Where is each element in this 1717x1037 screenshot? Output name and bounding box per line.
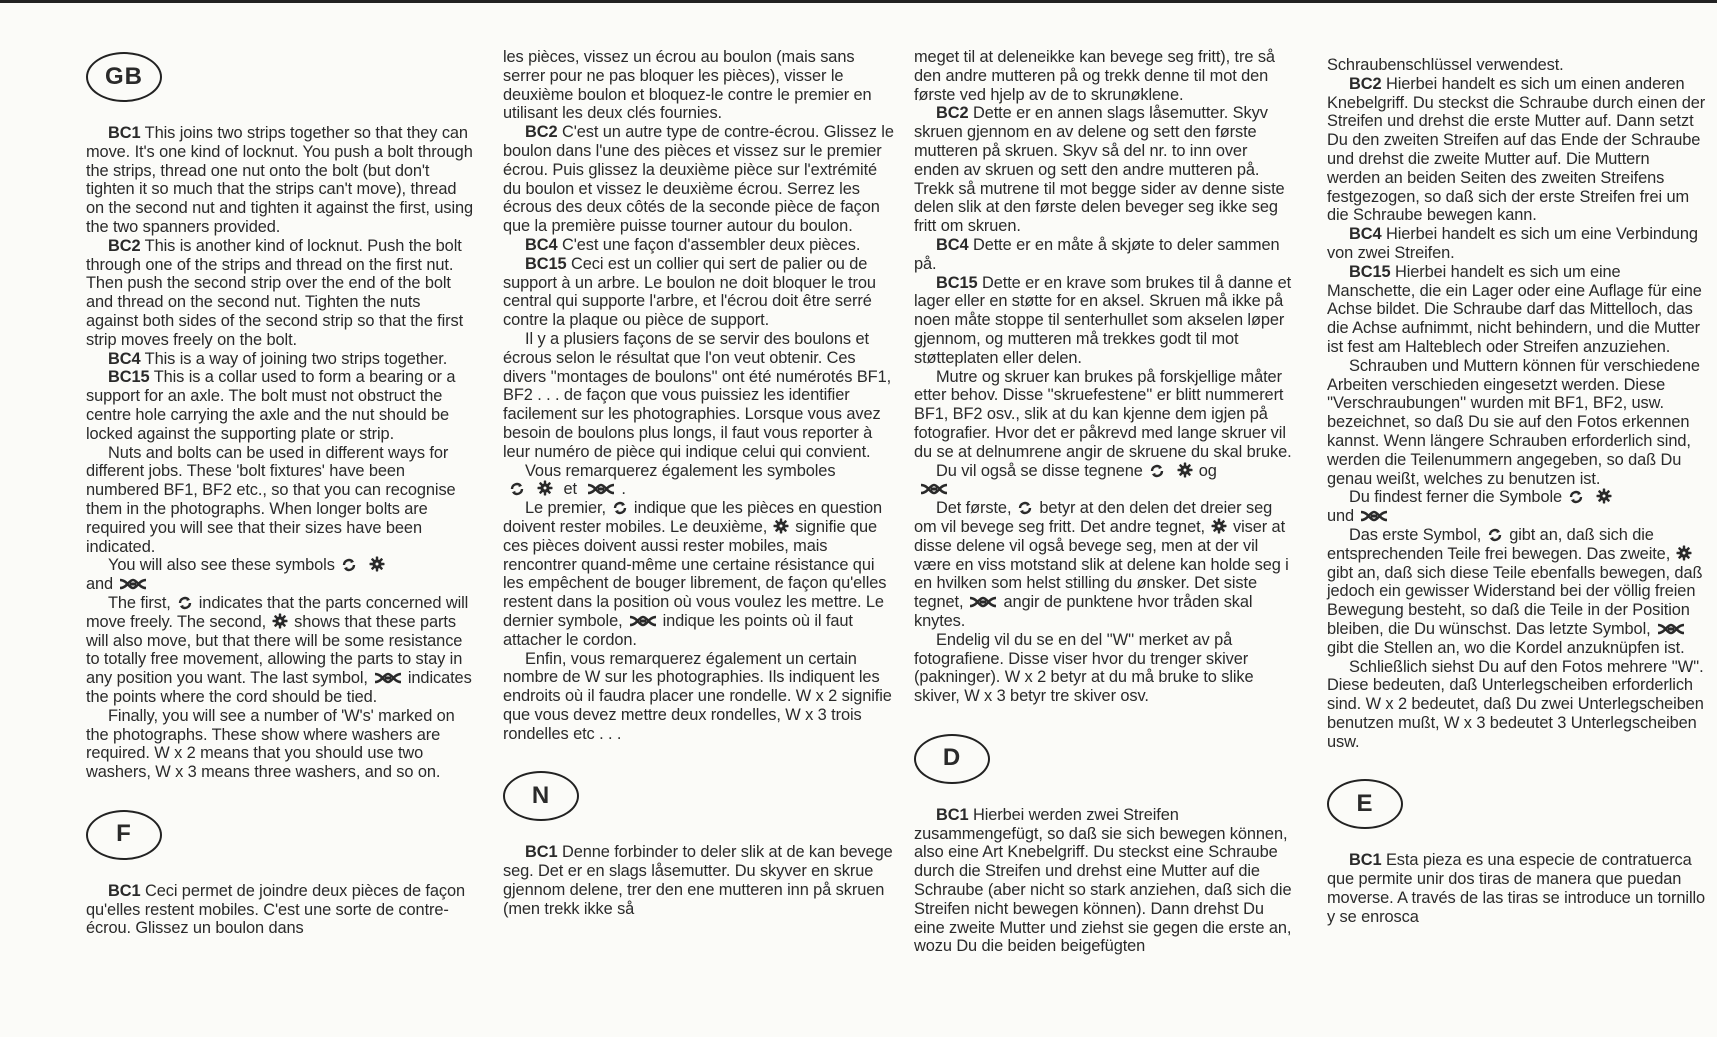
paragraph-text: und <box>1327 507 1355 526</box>
paragraph-text: shows that these parts will also move, but that there will be some resistance to totally free movement, allowing the parts to stay in any position you want. The last symbol, <box>86 612 463 688</box>
bolt-code: BC2 <box>108 236 141 255</box>
paragraph-bolt-fixtures: Schrauben und Muttern können für verschiedene Arbeiten verschieden eingesetzt werden. Diese ''Verschraubungen'' wurden mit BF1, BF2, usw. bezeichnet, so daß Du sie auf den Fotos erkennen kannst. Wenn längere Schrauben erforderlich sind, werden die Teilenummern angegeben, so daß Du genau weißt, welches zu benutzen ist. <box>1327 356 1700 488</box>
paragraph-bc2 <box>503 123 895 236</box>
paragraph-text: viser at disse delene vil også bevege seg, men at der vil være en viss motstand slik at delene kan holde seg i en hvilken som helst stilling du ønsker. Det siste tegnet, <box>914 517 1289 612</box>
paragraph-text: et <box>563 480 577 499</box>
paragraph-bc4 <box>1327 225 1707 263</box>
paragraph-symbols: Vous remarquerez également les symboles et . <box>503 462 895 500</box>
paragraph-bc15 <box>503 255 895 330</box>
paragraph-bc1 <box>86 882 476 938</box>
paragraph-text: gibt an, daß sich diese Teile ebenfalls bewegen, daß jedoch ein gewisser Widerstand bei der völlig freien Bewegung besteht, so daß die Teile in der Position bleiben, die Du wünschst. Das letzte Symbol, <box>1327 563 1703 638</box>
bolt-code: BC15 <box>108 368 150 387</box>
knot-icon <box>587 482 615 496</box>
gear-icon <box>1177 462 1193 478</box>
bolt-code: BC4 <box>108 349 141 368</box>
paragraph-bc15 <box>1327 263 1707 357</box>
knot-icon <box>374 671 402 685</box>
bolt-code: BC1 <box>108 881 141 900</box>
paragraph-bc1-continued: Schraubenschlüssel verwendest. <box>1327 56 1564 74</box>
bolt-code: BC4 <box>1349 225 1382 244</box>
bolt-code: BC4 <box>936 235 969 254</box>
paragraph-text: Le premier, <box>525 499 606 518</box>
paragraph-bc1 <box>1327 851 1707 926</box>
paragraph-text: Hierbei werden zwei Streifen zusammengefügt, so daß sie sich bewegen können, also eine Art Knebelgriff. Du steckst eine Schraube durch die Streifen und drehst eine Mutter auf die Schraube (aber nicht so stark anziehen, daß sich die Streifen nicht bewegen können). Dann drehst Du eine zweite Mutter und ziehst sie gegen die erste an, wozu Du die beiden beigefügten <box>914 805 1292 956</box>
bolt-code: BC15 <box>525 254 567 273</box>
bolt-code: BC4 <box>525 235 558 254</box>
paragraph-bc1-continued: les pièces, vissez un écrou au boulon (mais sans serrer pour ne pas bloquer les pièces), visser le deuxième boulon et bloquez-le contre le premier en utilisant les deux clés fournies. <box>503 48 872 123</box>
paragraph-text: Hierbei handelt es sich um eine Verbindung von zwei Streifen. <box>1327 225 1698 262</box>
paragraph-bc1 <box>914 806 1294 956</box>
rotate-arrows-icon <box>1149 464 1165 478</box>
paragraph-text: betyr at den delen det dreier seg om vil bevege seg fritt. Det andre tegnet, <box>914 499 1273 536</box>
paragraph-text: This is a collar used to form a bearing or a support for an axle. The bolt must not obstruct the centre hole carrying the axle and the nut should be locked against the supporting plate or strip. <box>86 368 456 443</box>
paragraph-text: Vous remarquerez également les symboles <box>525 461 836 480</box>
paragraph-washers: Finally, you will see a number of 'W's' marked on the photographs. These show where washers are required. W x 2 means that you should use two washers, W x 3 means three washers, and so on. <box>86 706 455 782</box>
rotate-arrows-icon <box>612 501 628 515</box>
section-n-continued <box>914 48 1294 706</box>
rotate-arrows-icon <box>1017 501 1033 515</box>
column-2 <box>503 48 895 947</box>
rotate-arrows-icon <box>1568 490 1584 504</box>
rotate-arrows-icon <box>341 558 357 572</box>
paragraph-text: Ceci est un collier qui sert de palier ou de support à un arbre. Le boulon ne doit bloquer le trou central qui supporte l'arbre, et l'écrou doit être serré contre la plaque ou pièce de support. <box>503 254 876 330</box>
paragraph-text: Dette er en måte å skjøte to deler sammen på. <box>914 235 1280 273</box>
gear-icon <box>369 556 385 572</box>
paragraph-bc1-continued: meget til at deleneikke kan bevege seg fritt), tre så den andre mutteren på og trekk denne til mot den første ved hjelp av de to skrunøklene. <box>914 48 1275 104</box>
column-4 <box>1327 56 1707 955</box>
paragraph-text: gibt die Stellen an, wo die Kordel anzuknüpfen ist. <box>1327 638 1685 657</box>
bolt-code: BC2 <box>936 104 969 123</box>
knot-icon <box>629 614 657 628</box>
paragraph-text: Du vil også se disse tegnene <box>936 461 1143 480</box>
section-d <box>914 734 1294 956</box>
gear-icon <box>1676 545 1692 561</box>
knot-icon <box>119 577 147 591</box>
paragraph-symbols <box>914 462 1294 500</box>
section-n <box>503 771 895 918</box>
paragraph-bc2 <box>914 104 1294 236</box>
paragraph-text: gibt an, daß sich die entsprechenden Teile frei bewegen. Das zweite, <box>1327 525 1671 563</box>
gear-icon <box>1596 488 1612 504</box>
paragraph-bolt-fixtures: Nuts and bolts can be used in different ways for different jobs. These 'bolt fixtures' have been numbered BF1, BF2 etc., so that you can recognise them in the photographs. When longer bolts are required you will see that their sizes have been indicated. <box>86 443 456 556</box>
knot-icon <box>1360 509 1388 523</box>
paragraph-text: Das erste Symbol, <box>1349 525 1482 544</box>
paragraph-text: and <box>86 575 114 594</box>
paragraph-text: This joins two strips together so that they can move. It's one kind of locknut. You push a bolt through the strips, thread one nut onto the bolt (but don't tighten it so much that the strips can't move), thread on the second nut and tighten it against the first, using the two spanners provided. <box>86 124 474 236</box>
paragraph-text: Hierbei handelt es sich um eine Manschette, die ein Lager oder eine Auflage für eine Achse bildet. Die Schraube darf das Mittelloch, das die Achse aufnimmt, nicht behindern, und die Mutter ist fest am Halteblech oder Streifen anzuziehen. <box>1327 262 1702 356</box>
rotate-arrows-icon <box>177 596 193 610</box>
paragraph-text: The first, <box>108 593 171 612</box>
section-f <box>86 810 476 938</box>
paragraph-symbol-meaning <box>86 594 476 707</box>
column-1 <box>86 52 476 966</box>
paragraph-bc4 <box>914 236 1294 274</box>
paragraph-text: indique que les pièces en question doivent rester mobiles. Le deuxième, <box>503 499 883 536</box>
section-e <box>1327 779 1707 926</box>
language-badge-e: E <box>1327 779 1403 829</box>
bolt-code: BC2 <box>1349 74 1382 93</box>
language-badge-f: F <box>86 810 162 860</box>
language-badge-n: N <box>503 771 579 821</box>
paragraph-text: C'est une façon d'assembler deux pièces. <box>561 235 861 254</box>
knot-icon <box>969 595 997 609</box>
bolt-code: BC1 <box>525 843 558 862</box>
paragraph-text: signifie que ces pièces doivent aussi rester mobiles, mais rencontrer quand-même une certaine résistance qui les empêchent de bouger librement, de façon qu'elles restent dans la position où vous voulez les mettre. Le dernier symbole, <box>503 517 887 630</box>
paragraph-text: You will also see these symbols <box>108 556 335 575</box>
paragraph-symbol-meaning <box>914 499 1294 631</box>
bolt-code: BC2 <box>525 123 558 142</box>
section-gb <box>86 52 476 782</box>
paragraph-text: Dette er en krave som brukes til å danne et lager eller en støtte for en aksel. Skruen må ikke på noen måte stoppe til senterhullet som akselen løper gjennom, og mutteren må trekkes godt til mot støtteplaten eller delen. <box>914 273 1292 367</box>
paragraph-bc1 <box>503 843 895 918</box>
language-badge-d: D <box>914 734 990 784</box>
paragraph-bc4 <box>503 236 895 255</box>
bolt-code: BC1 <box>108 124 141 142</box>
paragraph-bc2 <box>86 237 476 350</box>
paragraph-bc1 <box>86 124 476 237</box>
knot-icon <box>920 482 948 496</box>
gear-icon <box>773 518 789 534</box>
gear-icon <box>272 613 288 629</box>
paragraph-symbols <box>1327 488 1707 526</box>
paragraph-text: Ceci permet de joindre deux pièces de façon qu'elles restent mobiles. C'est une sorte de contre-écrou. Glissez un boulon dans <box>86 881 466 938</box>
paragraph-bolt-fixtures: Mutre og skruer kan brukes på forskjellige måter etter behov. Disse ''skruefestene'' er blitt nummerert BF1, BF2 osv., slik at du kan kjenne dem igjen på fotografier. Hvor det er påkrevd med lange skruer vil du se at delnumrene angir de skruene du skal bruke. <box>914 367 1292 461</box>
paragraph-text: Hierbei handelt es sich um einen anderen Knebelgriff. Du steckst die Schraube durch einen der Streifen und drehst die erste Mutter auf. Dann setzt Du den zweiten Streifen auf das Ende der Schraube und drehst die zweite Mutter auf. Die Muttern werden an beiden Seiten des zweiten Streifens festgezogen, so daß sich der erste Streifen frei um die Schraube bewegen kann. <box>1327 74 1706 225</box>
knot-icon <box>1657 622 1685 636</box>
paragraph-text: indicates that the parts concerned will move freely. The second, <box>86 593 469 631</box>
column-3 <box>914 48 1294 984</box>
gear-icon <box>537 480 553 496</box>
paragraph-washers: Schließlich siehst Du auf den Fotos mehrere ''W''. Diese bedeuten, daß Unterlegscheiben erforderlich sind. W x 2 bedeutet, daß Du zwei Unterlegscheiben benutzen mußt, W x 3 bedeutet 3 Unterlegscheiben usw. <box>1327 657 1704 751</box>
paragraph-text: Det første, <box>936 499 1012 518</box>
paragraph-bc2 <box>1327 75 1707 225</box>
paragraph-text: This is a way of joining two strips together. <box>144 349 448 368</box>
paragraph-bc15 <box>86 368 476 443</box>
paragraph-bolt-fixtures: Il y a plusiers façons de se servir des boulons et écrous selon le résultat que l'on veut obtenir. Ces divers ''montages de boulons'' ont été numérotés BF1, BF2 . . . de façon que vous puissiez les identifier facilement sur les photographies. Lorsque vous avez besoin de boulons plus longs, il faut vous reporter à leur numéro de pièce qui indique celui qui convient. <box>503 329 892 461</box>
language-badge-gb: GB <box>86 52 162 102</box>
rotate-arrows-icon <box>509 482 525 496</box>
bolt-code: BC15 <box>1349 262 1391 281</box>
top-border <box>0 0 1717 3</box>
paragraph-symbols <box>86 556 476 594</box>
paragraph-text: This is another kind of locknut. Push the bolt through one of the strips and thread on the first nut. Then push the second strip over the end of the bolt and thread on the second nut. Tighten the nuts against both sides of the second strip so that the first strip moves freely on the bolt. <box>86 236 464 349</box>
paragraph-text: C'est un autre type de contre-écrou. Glissez le boulon dans l'une des pièces et vissez sur le premier écrou. Puis glissez la deuxième pièce sur l'extrémité du boulon et vissez le deuxième écrou. Serrez les écrous des deux côtés de la seconde pièce de façon que la première puisse tourner autour du boulon. <box>503 123 894 236</box>
paragraph-symbol-meaning <box>503 499 895 649</box>
gear-icon <box>1211 518 1227 534</box>
paragraph-text: Esta pieza es una especie de contratuerca que permite unir dos tiras de manera que puedan moverse. A través de las tiras se introduce un tornillo y se enrosca <box>1327 851 1706 926</box>
paragraph-text: angir de punktene hvor tråden skal knytes. <box>914 593 1253 630</box>
paragraph-text: Denne forbinder to deler slik at de kan bevege seg. Det er en slags låsemutter. Du skyver en skrue gjennom delene, trer den ene mutteren inn på skruen (men trekk ikke så <box>503 843 893 918</box>
paragraph-washers: Endelig vil du se en del ''W'' merket av på fotografiene. Disse viser hvor du trenger skiver (pakninger). W x 2 betyr at du må bruke to slike skiver, W x 3 betyr tre skiver osv. <box>914 630 1254 706</box>
paragraph-text: Dette er en annen slags låsemutter. Skyv skruen gjennom en av delene og sett den første mutteren på skruen. Skyv så del nr. to inn over enden av skruen og sett den andre mutteren på. Trekk så mutrene til mot begge sider av denne siste delen slik at den første delen beveger seg ikke seg fritt om skruen. <box>914 104 1285 236</box>
paragraph-symbol-meaning <box>1327 526 1707 658</box>
bolt-code: BC15 <box>936 273 978 292</box>
paragraph-text: og <box>1198 461 1217 480</box>
paragraph-washers: Enfin, vous remarquerez également un certain nombre de W sur les photographies. Ils indiquent les endroits où il faudra placer une rondelle. W x 2 signifie que vous devez mettre deux rondelles, W x 3 trois rondelles etc . . . <box>503 649 892 743</box>
paragraph-text: indicates the points where the cord should be tied. <box>86 669 472 706</box>
paragraph-bc15 <box>914 274 1294 368</box>
paragraph-text: indique les points où il faut attacher le cordon. <box>503 611 853 649</box>
rotate-arrows-icon <box>1487 528 1503 542</box>
paragraph-text: Du findest ferner die Symbole <box>1349 488 1563 507</box>
section-d-continued <box>1327 56 1707 751</box>
section-f-continued <box>503 48 895 743</box>
paragraph-bc4 <box>86 350 476 369</box>
bolt-code: BC1 <box>936 805 969 824</box>
bolt-code: BC1 <box>1349 851 1382 870</box>
